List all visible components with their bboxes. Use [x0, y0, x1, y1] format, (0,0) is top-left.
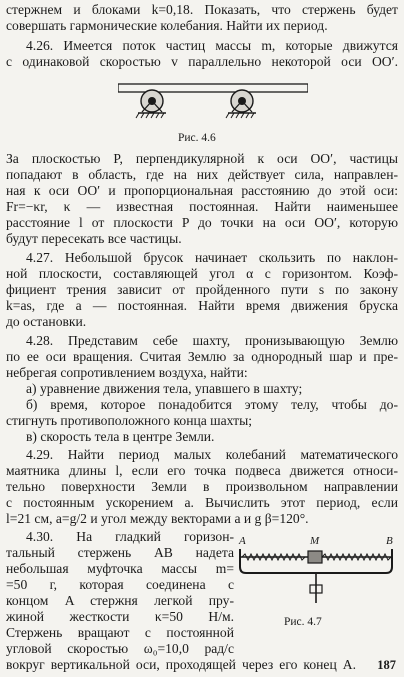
text-line: Fr=−κr, κ — известная постоянная. Найти наименьшее: [6, 199, 398, 214]
text-line: стержнем и блоками k=0,18. Показать, что стержень будет: [6, 2, 398, 17]
text-line: l=21 см, a=g/2 и угол между векторами a и g β=120°.: [6, 511, 309, 526]
text-line: попадают в область, где на них действует сила, направлен-: [6, 167, 398, 182]
text-line: маятника длины l, если его точка подвеса движется относи-: [6, 463, 398, 478]
text-line: вокруг вертикальной оси, проходящей через его конец A.: [6, 657, 356, 672]
label-a: A: [239, 535, 246, 547]
text-line: небрегая сопротивлением воздуха, найти:: [6, 365, 248, 380]
figure-4-6-caption: Рис. 4.6: [178, 132, 216, 144]
problem-4-29-heading: 4.29. Найти период малых колебаний математического: [26, 447, 398, 462]
text-line: фициент трения зависит от пройденного пути s по закону: [6, 282, 398, 297]
text-line: ная к оси OO′ и пропорциональная расстоянию до этой оси:: [6, 183, 398, 198]
text-line: концом A стержня легкой пру-: [6, 593, 234, 608]
problem-4-27-heading: 4.27. Небольшой брусок начинает скользить по наклон-: [26, 250, 398, 265]
figure-4-6: [118, 76, 308, 130]
label-b: B: [386, 535, 393, 547]
list-item: а) уравнение движения тела, упавшего в шахту;: [26, 381, 303, 396]
text-line: будут пересекать все частицы.: [6, 231, 182, 246]
list-item: б) время, которое понадобится этому телу, чтобы до-: [26, 397, 398, 412]
text-line: расстояние l от плоскости P до точки на оси OO′, которую: [6, 215, 398, 230]
text-line: жиной жесткости κ=50 Н/м.: [6, 609, 234, 624]
text-line: по ее оси вращения. Считая Землю за однородный шар и пре-: [6, 349, 398, 364]
text-line: стигнуть противоположного конца шахты;: [6, 413, 252, 428]
figure-4-7: [236, 533, 400, 605]
text-line: до остановки.: [6, 314, 87, 329]
text-line: с одинаковой скоростью v параллельно некоторой оси OO′.: [6, 54, 398, 69]
text-line: За плоскостью P, перпендикулярной к оси OO′, частицы: [6, 151, 398, 166]
problem-4-26-heading: 4.26. Имеется поток частиц массы m, которые движутся: [26, 38, 398, 53]
text-line: ной плоскости, составляющей угол α с горизонтом. Коэф-: [6, 266, 398, 281]
text-line: небольшая муфточка массы m=: [6, 561, 234, 576]
figure-4-7-caption: Рис. 4.7: [284, 616, 322, 628]
list-item: в) скорость тела в центре Земли.: [26, 429, 215, 444]
text-line: с постоянным ускорением a. Вычислить этот период, если: [6, 495, 398, 510]
text-line: =50 г, которая соединена с: [6, 577, 234, 592]
problem-4-30-heading: 4.30. На гладкий горизон-: [26, 529, 234, 544]
page-number: 187: [377, 658, 396, 672]
text-line: Стержень вращают с постоянной: [6, 625, 234, 640]
text-line: тельно поверхности Земли в произвольном направлении: [6, 479, 398, 494]
text-line: совершать гармонические колебания. Найти их период.: [6, 18, 328, 33]
text-line: тальный стержень AB надета: [6, 545, 234, 560]
problem-4-28-heading: 4.28. Представим себе шахту, пронизывающую Землю: [26, 333, 398, 348]
label-m: M: [310, 535, 320, 547]
text-line: k=as, где a — постоянная. Найти время движения бруска: [6, 298, 398, 313]
text-line: угловой скоростью ω₀=10,0 рад/с: [6, 641, 234, 656]
